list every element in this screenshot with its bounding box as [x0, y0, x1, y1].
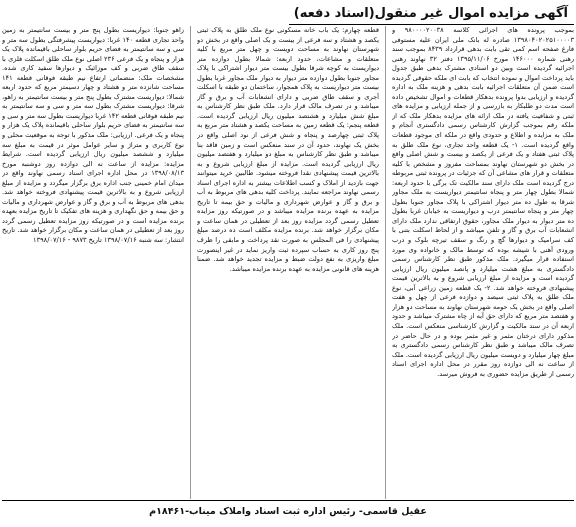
text-columns	[2, 26, 574, 499]
column-divider	[385, 26, 386, 499]
column-right-text: بموجب پرونده های اجرائی کلاسه ۹۸۰۰۰۰۲۰۰۳۸ و ۱۳۹۸۰۴۰۲۰۲۵۱۰۰۰۰۳ صادره له بانک ملی ایران علیه مستوفی فارغ صفحه اسم کمی تقی بابت بدهی قرارداد ۸۴۳۹ بموجب سند رهنی شماره ۱۴۶۰۰۰ مورخ ۱۳۹۵/۱۱/۰۶ دفتر ۳۲ نهاوند رهنی اجرائیه گردیده است وبین دو اسنادی مشترک بدهی طبق جدول باید پرداخت اموال و نموده انتخاب که بابت ای ملکه حقوقی گردیده است ضمن آن متعلقات اجرائیه بابت بدهی و هزینه ملک به اداره گردیده و ارزیابی بدوا پرونده بدهکار قطعات و اموال تشخیص داده است مدت دو طلبکار به بازرسی و از جمله ارزیابی و مزایده های ثبتی و شفافیت یافته در ملک ارائه های مزایده بدهکار ملک که از ملکه رقم بموجب گزارش کارشناس رسمی دادگستری آنجام و ملک به مزایده و اطلاع و حدودی واقع در ملکه ای موجود قطعات واقع گردیده است. ۱- یک قطعه واحد تجاری، نوع ملک طلق به پلاک ثبتی هفتاد و یک فرعی از یکصد و بیست و شش اصلی واقع در بخش دو شهرستان نهاوند بمساحت مفروز و مشخص با کلیه متعلقات و قرار های مشاعی آن که جزئیات در پرونده ثبتی مربوطه درج گردیده است ملک دارای سند مالکیت تک برگی با حدود اربعه: شمالا بطول چهار متر و پنجاه سانتیمتر دیواریست به ملک مجاور شرقا به طول ده متر دیوار اشتراکی با پلاک مجاور جنوبا بطول چهار متر و پنجاه سانتیمتر درب و دیواریست به خیابان غربا بطول ده متر دیوار به دیوار ملک مجاور، حقوق ارتفاقی ندارد ملک دارای انشعابات آب برق و گاز و تلفن میباشد و از لحاظ اسکلت بتنی با کف سرامیک و دیوارها گچ و رنگ و سقف تیرچه بلوک و درب ورودی آهنی با شیشه بوده که توسط مالک و خانواده وی مورد استفاده قرار میگیرد. ملک مذکور طبق نظر کارشناس رسمی دادگستری به مبلغ هشت میلیارد و پانصد میلیون ریال ارزیابی گردیده است و مزایده از مبلغ ارزیابی شروع و به بالاترین قیمت پیشنهادی فروخته خواهد شد. ۲- یک قطعه زمین زراعی آبی، نوع ملک طلق به پلاک ثبتی سیصد و دوازده فرعی از چهل و هفت اصلی واقع در بخش یک حومه شهرستان نهاوند به مساحت دو هزار و هفتصد متر مربع که دارای حق آبه از چاه مشترک میباشد و حدود اربعه آن در سند مالکیت و گزارش کارشناسی منعکس است. ملک مذکور دارای درختان مثمر و غیر مثمر بوده و در حال حاضر در تصرف مالک میباشد و طبق نظر کارشناس رسمی دادگستری به مبلغ چهار میلیارد و دویست میلیون ریال ارزیابی گردیده است. ملک از ساعت نه الی دوازده روز مقرر در محل اداره اجرای اسناد رسمی از طریق مزایده حضوری به فروش میرسد.	[392, 26, 574, 378]
column-left-text: زاهو جنوبا: دیواریست بطول پنج متر و بیست سانتیمتر به زمین واحد تجاری قطعه ۱۴۰ غربا: دیواریست پیشرفتگی بطول سه متر و سی و سه سانتیمتر به فضای حریم بلوار ساحلی باقیمانده پلاک یک هزار و پنجاه و یک فرعی ۲۳۶ اصلی نوع ملک طلق اسکلت فلزی با سقف طاق ضربی و کف موزائیک و دیوارها سفید کاری شده. مشخصات ملک: منضماتی ارتفاع نیم طبقه فوقانی قطعه ۱۴۱ مساحت شانزده متر و هشتاد و چهار دسیمتر مربع که حدود اربعه شمالا: دیواریست مشترک بطول پنج متر و بیست سانتیمتر به زاهو، شرقا: دیواریست مشترک بطول سه متر و سی و سه سانتیمتر به نیم طبقه فوقانی قطعه ۱۴۲ غربا دیواریست بطول سه متر و سی و سه سانتیمتر به فضای حریم بلوار ساحلی باقیمانده پلاک یک هزار و پنجاه و یک فرعی. ارزیابی: ملک مذکور با توجه به موقعیت محلی و نوع کاربری و متراژ و سایر عوامل موثر در قیمت به مبلغ سه میلیارد و ششصد میلیون ریال ارزیابی گردیده است. شرایط مزایده: مزایده از ساعت نه الی دوازده روز دوشنبه مورخ ۱۳۹۸/۰۸/۱۳ در محل اداره اجرای اسناد رسمی نهاوند واقع در میدان امام خمینی جنب اداره برق برگزار میگردد و مزایده از مبلغ ارزیابی شروع و به بالاترین قیمت پیشنهادی فروخته خواهد شد. بدهی های مربوط به آب و برق و گاز و عوارض شهرداری و مالیات و حق بیمه و حق نگهداری و هزینه های تفکیک تا تاریخ مزایده بعهده برنده مزایده است و در صورتیکه روز مزایده تعطیل رسمی گردد روز بعد از تعطیلی در همان ساعت و مکان برگزار خواهد شد. تاریخ انتشار: سه شنبه ۱۳۹۸/۰۷/۱۶ تاریخ ۹۸۷۳ - ۱۳۹۸/۰۷/۱۶	[2, 26, 184, 245]
column-right	[392, 26, 574, 499]
notice-signature: عقیل قاسمی- رئیس اداره ثبت اسناد واملاک میناب-۱۸۴۶۱م	[149, 505, 427, 517]
auction-notice-page	[2, 2, 574, 523]
footer-rule	[2, 500, 574, 501]
column-middle-text: قطعه چهارم: یک باب خانه مسکونی نوع ملک طلق به پلاک ثبتی یکصد و هشتاد و سه فرعی از بیست و یک اصلی واقع در بخش دو شهرستان نهاوند به مساحت دویست و چهل متر مربع با کلیه متعلقات و مشاعات، حدود اربعه: شمالا بطول دوازده متر دیواریست به کوچه شرقا بطول بیست متر دیوار اشتراکی با پلاک مجاور جنوبا بطول دوازده متر دیوار به دیوار ملک مجاور غربا بطول بیست متر دیواریست به پلاک همجوار، ساختمان دو طبقه با اسکلت آجری و سقف طاق ضربی و دارای انشعابات آب و برق و گاز میباشد و در تصرف مالک قرار دارد. ملک طبق نظر کارشناس به مبلغ شش میلیارد و هشتصد میلیون ریال ارزیابی گردیده است. قطعه پنجم: یک قطعه زمین به مساحت یکصد و هشتاد متر مربع به پلاک ثبتی چهارصد و پنجاه و شش فرعی از نود اصلی واقع در بخش یک نهاوند، حدود آن در سند منعکس است و زمین فاقد بنا میباشد و طبق نظر کارشناس به مبلغ دو میلیارد و هفتصد میلیون ریال ارزیابی گردیده است. مزایده از مبلغ ارزیابی شروع و به بالاترین قیمت پیشنهادی نقدا فروخته میشود. طالبین خرید میتوانند جهت بازدید از املاک و کسب اطلاعات بیشتر به اداره اجرای اسناد رسمی نهاوند مراجعه نمایند. پرداخت کلیه بدهی های مربوط به آب و برق و گاز و عوارض شهرداری و مالیات و حق بیمه تا تاریخ مزایده به عهده برنده مزایده میباشد و در صورتیکه روز مزایده تعطیل رسمی گردد مزایده روز بعد از تعطیلی در همان ساعت و مکان برگزار خواهد شد. برنده مزایده مکلف است ده درصد مبلغ پیشنهادی را فی المجلس به صورت نقد پرداخت و مابقی را ظرف پنج روز کاری به حساب سپرده ثبت واریز نماید در غیر اینصورت مبلغ واریزی به نفع دولت ضبط و مزایده تجدید خواهد شد. ضمنا هزینه های قانونی مزایده به عهده برنده مزایده میباشد.	[197, 26, 379, 273]
notice-title: آگهی مزایده اموال غیر منقول(اسناد دفعه)	[293, 5, 568, 21]
header-rule	[289, 24, 574, 25]
column-middle	[197, 26, 379, 499]
notice-header	[293, 2, 574, 24]
column-divider	[190, 26, 191, 499]
column-left	[2, 26, 184, 499]
